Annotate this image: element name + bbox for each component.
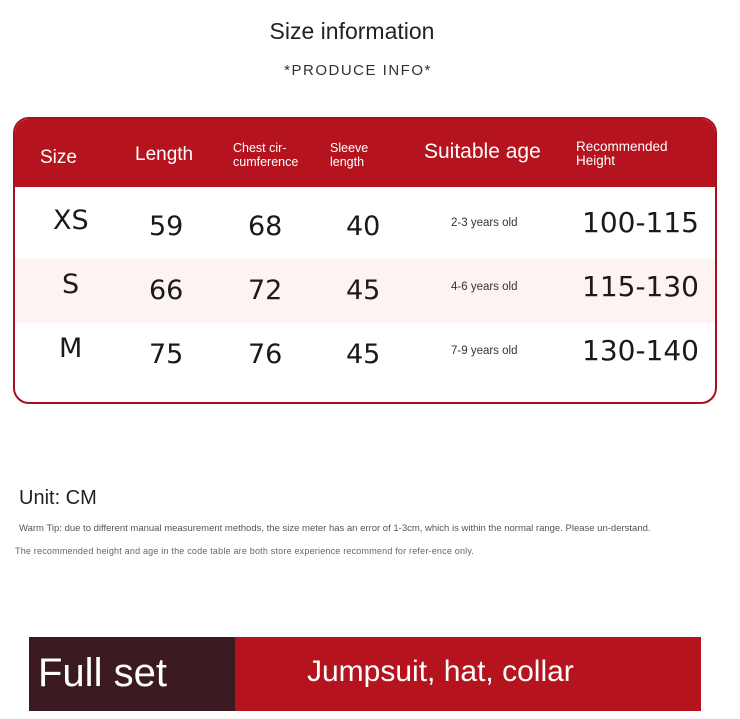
cell-age: 7-9 years old <box>451 345 518 357</box>
cell-height: 100-115 <box>582 206 699 239</box>
col-sleeve <box>330 141 368 169</box>
banner-right <box>235 637 701 711</box>
recommend-note: The recommended height and age in the code table are both store experience recommend for refer-ence only. <box>15 546 475 556</box>
col-length: Length <box>135 144 194 165</box>
banner-right-label: Jumpsuit, hat, collar <box>307 655 574 688</box>
banner-left-label: Full set <box>38 651 167 695</box>
size-table <box>13 117 717 404</box>
col-sleeve-line1: Sleeve <box>330 141 369 155</box>
cell-sleeve: 45 <box>346 275 381 306</box>
col-age: Suitable age <box>424 140 541 163</box>
table-header <box>15 119 715 187</box>
table-row <box>15 323 715 387</box>
cell-length: 75 <box>149 339 184 370</box>
cell-size: S <box>62 269 80 300</box>
page-subtitle: *PRODUCE INFO* <box>284 62 432 79</box>
cell-height: 115-130 <box>582 270 699 303</box>
col-chest-line1: Chest cir- <box>233 141 287 155</box>
set-banner <box>29 637 701 711</box>
col-chest <box>233 141 298 169</box>
col-height-line2: Height <box>576 153 616 168</box>
cell-length: 59 <box>149 211 184 242</box>
cell-chest: 72 <box>248 275 283 306</box>
col-height <box>576 140 668 168</box>
cell-sleeve: 40 <box>346 211 381 242</box>
banner-left <box>29 637 235 711</box>
table-row <box>15 259 715 323</box>
cell-size: M <box>59 333 83 364</box>
table-row <box>15 195 715 259</box>
page-title: Size information <box>269 18 435 44</box>
col-size: Size <box>40 147 77 168</box>
cell-age: 2-3 years old <box>451 217 518 229</box>
cell-size: XS <box>53 205 89 236</box>
col-chest-line2: cumference <box>233 155 299 169</box>
col-height-line1: Recommended <box>576 139 668 154</box>
cell-chest: 76 <box>248 339 283 370</box>
cell-sleeve: 45 <box>346 339 381 370</box>
cell-length: 66 <box>149 275 184 306</box>
cell-height: 130-140 <box>582 334 699 367</box>
cell-chest: 68 <box>248 211 283 242</box>
warm-tip: Warm Tip: due to different manual measurement methods, the size meter has an error of 1-3cm, which is within the normal range. Please un-derstand. <box>19 523 651 534</box>
unit-label: Unit: CM <box>19 487 97 509</box>
cell-age: 4-6 years old <box>451 281 518 293</box>
col-sleeve-line2: length <box>330 155 365 169</box>
